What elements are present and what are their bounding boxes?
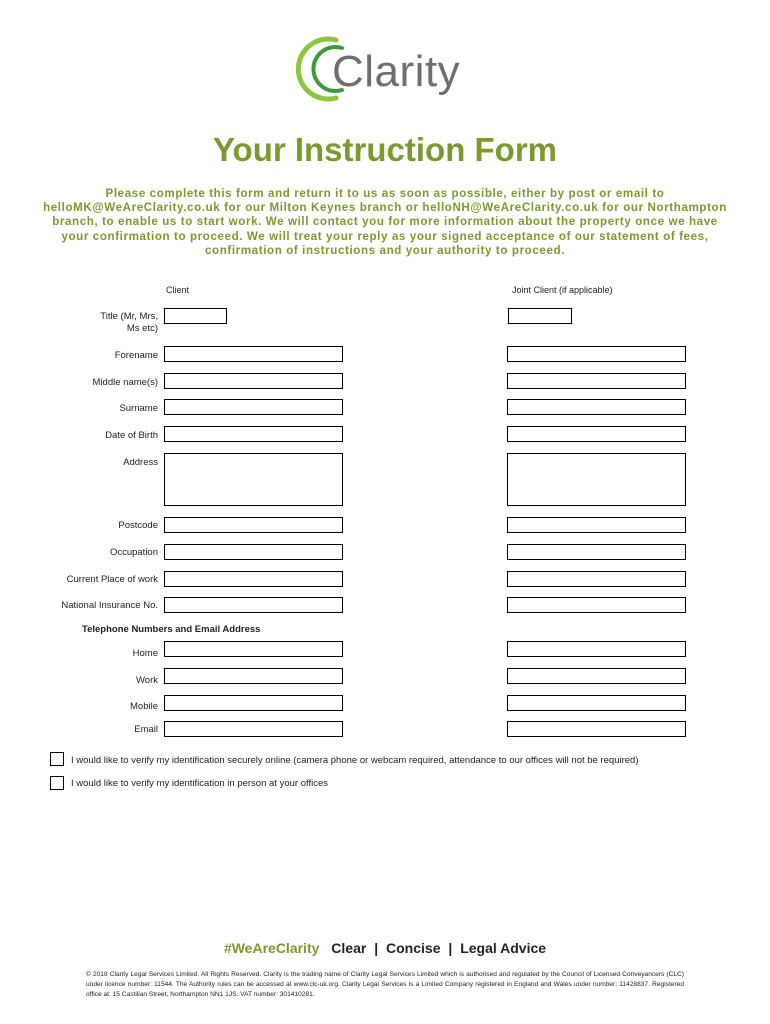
title-label: Title (Mr, Mrs, Ms etc) (100, 311, 158, 334)
client-work-place-input[interactable] (164, 571, 343, 587)
client-email-input[interactable] (164, 721, 343, 737)
verify-in-person-checkbox[interactable] (50, 776, 64, 790)
joint-postcode-input[interactable] (507, 517, 686, 533)
joint-email-input[interactable] (507, 721, 686, 737)
client-dob-input[interactable] (164, 426, 343, 442)
verify-in-person-label: I would like to verify my identification in person at your offices (71, 778, 328, 789)
tagline (0, 940, 770, 956)
verify-online-checkbox[interactable] (50, 752, 64, 766)
tagline-separator: | (448, 940, 453, 956)
client-ni-input[interactable] (164, 597, 343, 613)
joint-home-phone-input[interactable] (507, 641, 686, 657)
address-label: Address (123, 457, 158, 468)
client-surname-input[interactable] (164, 399, 343, 415)
footer-legal-text: © 2018 Clarity Legal Services Limited. All Rights Reserved. Clarity is the trading name of Clarity Legal Services Limited which is authorised and regulated by the Council of Licensed Conveyancers (CLC) under licence number: 11544. The Authority rules can be accessed at www.clc-uk.org. Clarity Legal Services is a Limited Company registered in England and Wales under number: 11428837. Registered office at: 15 Castilian Street, Northampton NN1 1JS. VAT number: 301410281. (86, 971, 684, 998)
page-title: Your Instruction Form (212, 131, 558, 168)
work-label: Work (136, 675, 158, 686)
postcode-label: Postcode (118, 520, 158, 531)
contact-section-heading: Telephone Numbers and Email Address (82, 624, 261, 635)
tagline-legal: Legal Advice (460, 940, 547, 956)
joint-work-place-input[interactable] (507, 571, 686, 587)
client-forename-input[interactable] (164, 346, 343, 362)
ni-label: National Insurance No. (61, 600, 158, 611)
joint-middle-name-input[interactable] (507, 373, 686, 389)
joint-ni-input[interactable] (507, 597, 686, 613)
joint-client-column-heading: Joint Client (if applicable) (512, 285, 613, 295)
tagline-concise: Concise (386, 940, 441, 956)
verify-online-label: I would like to verify my identification securely online (camera phone or webcam required, attendance to our offices will not be required) (71, 755, 639, 766)
occupation-label: Occupation (109, 547, 158, 558)
joint-dob-input[interactable] (507, 426, 686, 442)
dob-label: Date of Birth (105, 430, 158, 441)
surname-label: Surname (119, 403, 158, 414)
middle-name-label: Middle name(s) (92, 377, 158, 388)
tagline-clear: Clear (331, 940, 367, 956)
client-postcode-input[interactable] (164, 517, 343, 533)
tagline-separator: | (374, 940, 379, 956)
client-middle-name-input[interactable] (164, 373, 343, 389)
client-mobile-input[interactable] (164, 695, 343, 711)
client-address-input[interactable] (164, 453, 343, 506)
home-label: Home (132, 648, 158, 659)
logo-wordmark: Clarity (332, 47, 461, 96)
joint-title-input[interactable] (508, 308, 572, 324)
client-home-phone-input[interactable] (164, 641, 343, 657)
joint-address-input[interactable] (507, 453, 686, 506)
joint-occupation-input[interactable] (507, 544, 686, 560)
joint-mobile-input[interactable] (507, 695, 686, 711)
client-occupation-input[interactable] (164, 544, 343, 560)
client-column-heading: Client (166, 285, 190, 295)
forename-label: Forename (114, 350, 158, 361)
mobile-label: Mobile (130, 701, 158, 712)
joint-forename-input[interactable] (507, 346, 686, 362)
intro-text: Please complete this form and return it to us as soon as possible, either by post or email to helloMK@WeAreClarity.co.uk for our Milton Keynes branch or helloNH@WeAreClarity.co.uk for our Northampton branch, to enable us to start work. We will contact you for more information about the property once we have your confirmation to proceed. We will treat your reply as your signed acceptance of our statement of fees, confirmation of instructions and your authority to proceed. (43, 187, 727, 257)
joint-surname-input[interactable] (507, 399, 686, 415)
email-label: Email (134, 724, 158, 735)
joint-work-phone-input[interactable] (507, 668, 686, 684)
work-place-label: Current Place of work (66, 574, 158, 585)
hashtag: #WeAreClarity (223, 940, 320, 956)
client-work-phone-input[interactable] (164, 668, 343, 684)
client-title-input[interactable] (164, 308, 227, 324)
